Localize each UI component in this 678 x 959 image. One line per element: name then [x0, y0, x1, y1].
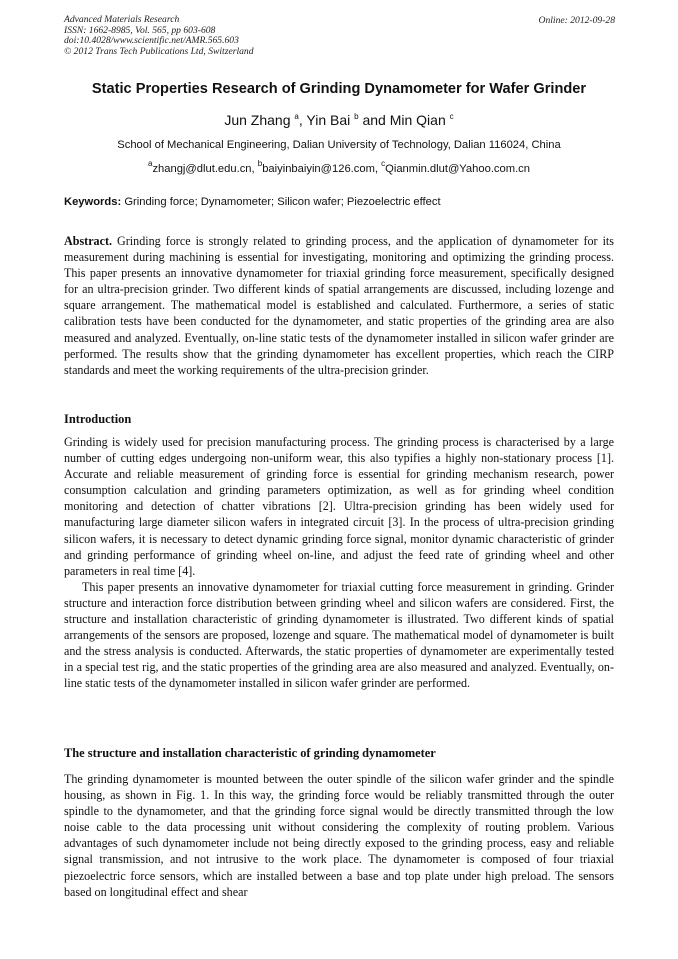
author-sup: b [354, 112, 359, 121]
author-list [0, 112, 678, 128]
keywords [64, 196, 441, 208]
email-list: $^a$zhangj@dlut.edu.cn, $^b$baiyinbaiyin@126.com, $^c$Qianmin.dlut@Yahoo.com.cn [148, 159, 530, 175]
abstract-text: Grinding force is strongly related to grinding process, and the application of dynamometer for its measurement during machining is essential for investigating, monitoring and optimizing the grinding process. This paper presents an innovative dynamometer for triaxial grinding force measurement, specifically designed for an ultra-precision grinder. Two different kinds of spatial arrangements are discussed, including lozenge and square arrangement. The mathematical model is established and calculated. Furthermore, a series of static calibration tests have been conducted for the dynamometer, and static properties of the grinding area are also measured and analyzed. Eventually, on-line static tests of the dynamometer installed in silicon wafer grinder are performed. The results show that the grinding dynamometer has excellent properties, which reach the CIRP standards and meet the working requirements of the ultra-precision grinder. [64, 234, 614, 377]
structure-body [64, 771, 614, 900]
paper-title: Static Properties Research of Grinding Dynamometer for Wafer Grinder [91, 81, 587, 97]
email-sup: a [148, 159, 153, 168]
author-separator: , [298, 112, 307, 128]
copyright-line: © 2012 Trans Tech Publications Ltd, Switzerland [64, 45, 254, 57]
author-name: Min Qian [389, 112, 446, 128]
introduction-heading: Introduction [64, 412, 132, 426]
email-sup: b [257, 159, 263, 168]
abstract-label: Abstract. [64, 234, 113, 248]
structure-heading: The structure and installation characteristic of grinding dynamometer [64, 746, 436, 760]
author-sup: c [449, 112, 454, 121]
structure-paragraph: The grinding dynamometer is mounted between the outer spindle of the silicon wafer grinder and the spindle housing, as shown in Fig. 1. In this way, the grinding force would be reliably transmitted through the outer spindle to the dynamometer, and that the grinding force signal would be directly transmitted through the low noise cable to the data processing unit without considering the complexity of routing problem. Various advantages of such dynamometer include not being directly exposed to the grinding process, easy and reliable signal transmission, and not intrusive to the work place. The dynamometer is composed of four triaxial piezoelectric force sensors, which are installed between a base and top plate under high preload. The sensors based on longitudinal effect and shear [64, 772, 614, 899]
email-sup: c [381, 159, 386, 168]
doi-line: doi:10.4028/www.scientific.net/AMR.565.603 [64, 35, 239, 47]
online-date: Online: 2012-09-28 [538, 15, 615, 26]
keywords-label: Keywords: [64, 196, 122, 208]
introduction-paragraph: This paper presents an innovative dynamometer for triaxial cutting force measurement in grinding. Grinder structure and interaction force distribution between grinding wheel and silicon wafers are considered. First, the structure and installation characteristic of grinding dynamometer is illustrated. Two different kinds of spatial arrangements of the sensors are proposed, lozenge and square. The mathematical model of dynamometer is built and the stress analysis is conducted. Afterwards, the static properties of dynamometer are experimentally tested in a special test rig, and the static properties of the grinding area are also measured and analyzed. Eventually, on-line static tests of the dynamometer installed in silicon wafer grinder are performed. [64, 579, 614, 691]
issn-line: ISSN: 1662-8985, Vol. 565, pp 603-608 [64, 24, 216, 36]
affiliation: School of Mechanical Engineering, Dalian University of Technology, Dalian 116024, China [117, 139, 561, 151]
email-address: baiyinbaiyin@126.com [262, 163, 375, 175]
introduction-paragraph: Grinding is widely used for precision manufacturing process. The grinding process is characterised by a large number of cutting edges undergoing non-uniform wear, this also typifies a highly non-stationary process [1]. Accurate and reliable measurement of grinding force is essential for grinding mechanism research, power consumption calculation and grinding parameters optimization, as well as for grinding wheel condition monitoring and detection of chatter vibrations [2]. Ultra-precision grinding has been widely used for manufacturing large diameter silicon wafers in integrated circuit [3]. In the process of ultra-precision grinding silicon wafers, it is necessary to detect dynamic grinding force signal, monitor dynamic characteristic of grinder and grinding performance of grinding wheel on-line, and adjust the feed rate of grinding wheel and other parameters in real time [4]. [64, 435, 614, 578]
author-name: Yin Bai [306, 112, 351, 128]
author-and: and [358, 112, 390, 128]
keywords-text: Grinding force; Dynamometer; Silicon wafer; Piezoelectric effect [124, 196, 441, 208]
introduction-body [64, 434, 614, 692]
journal-name: Advanced Materials Research [64, 14, 180, 25]
author-name: Jun Zhang [224, 112, 291, 128]
email-address: zhangj@dlut.edu.cn [152, 163, 252, 175]
abstract [64, 233, 614, 378]
author-sup: a [294, 112, 299, 121]
journal-header [64, 15, 254, 57]
email-address: Qianmin.dlut@Yahoo.com.cn [385, 163, 530, 175]
